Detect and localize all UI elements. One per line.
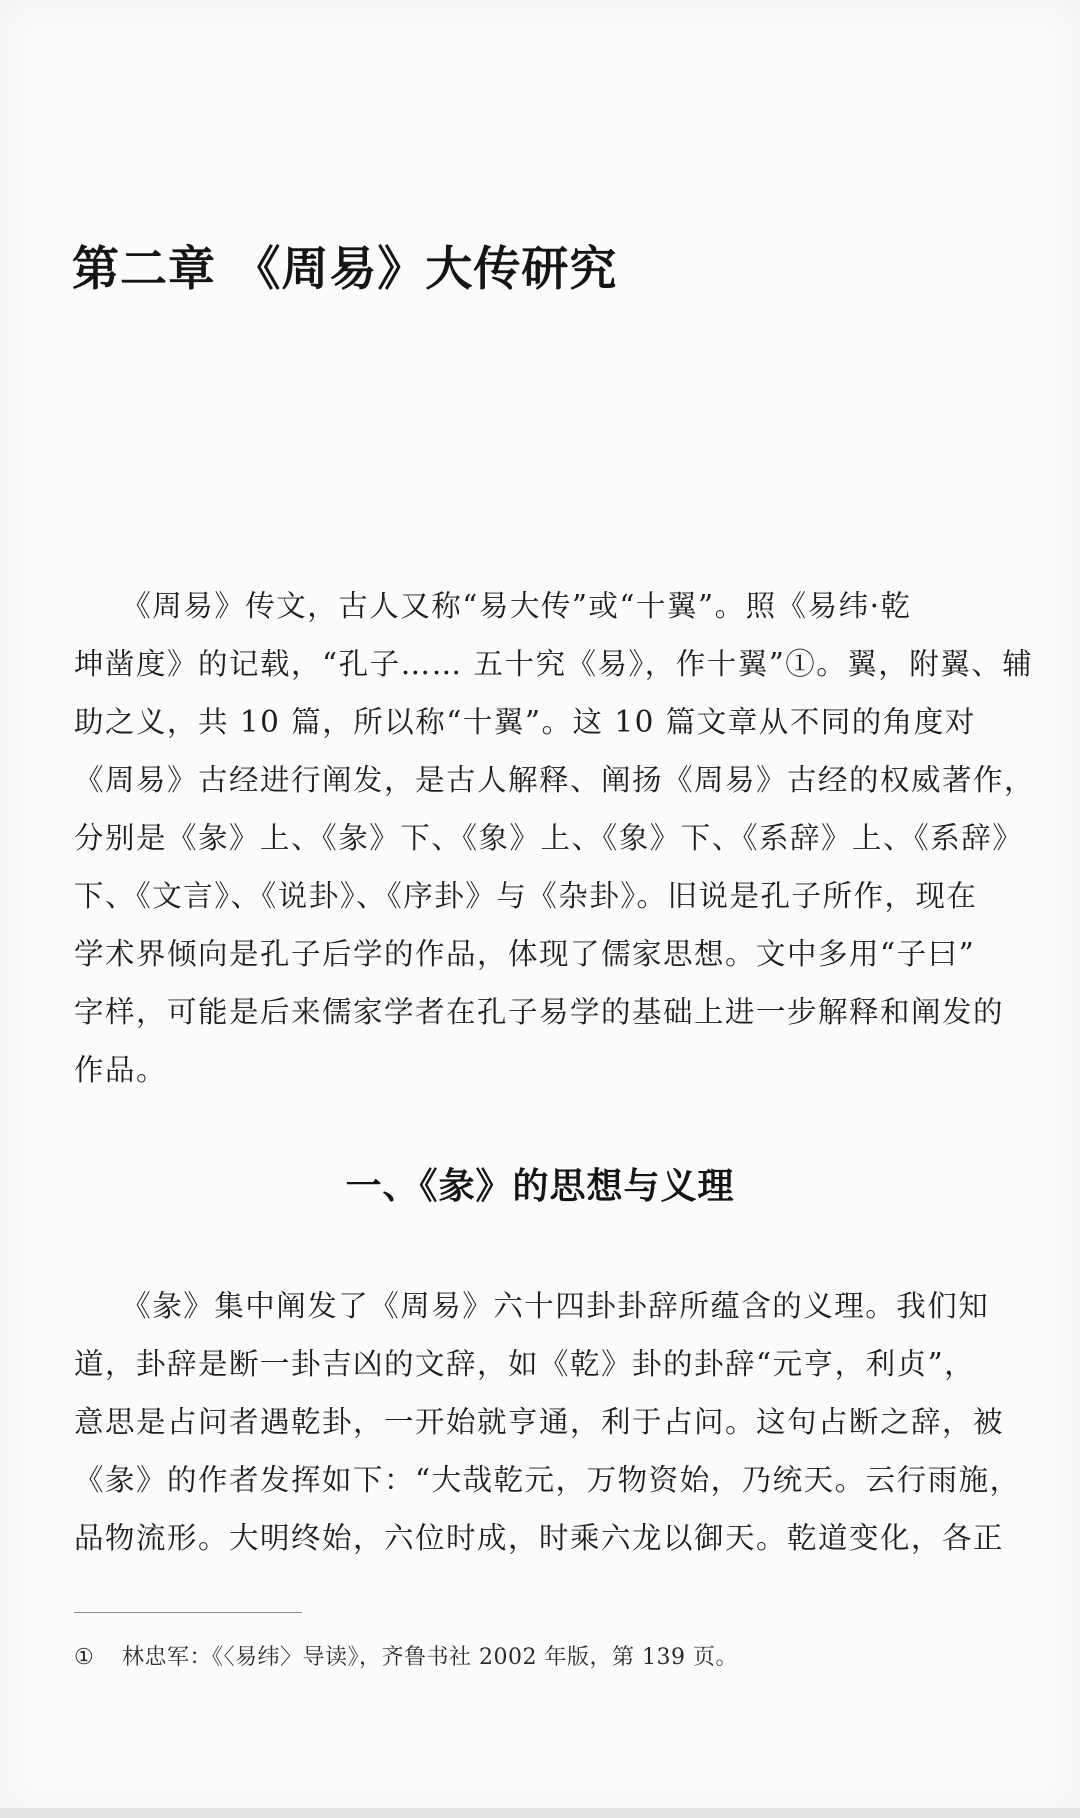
footnote-marker: ① xyxy=(74,1645,95,1670)
section-title: 一、《彖》的思想与义理 xyxy=(345,1166,735,1207)
chapter-title: 第二章 《周易》大传研究 xyxy=(72,242,618,297)
text-line: 分别是《彖》上、《彖》下、《象》上、《象》下、《系辞》上、《系辞》 xyxy=(74,821,1024,855)
text-line: 《彖》的作者发挥如下：“大哉乾元，万物资始，乃统天。云行雨施， xyxy=(74,1463,1021,1497)
text-line: 作品。 xyxy=(74,1053,168,1087)
section-paragraph xyxy=(74,1277,1030,1567)
footnote-text: 林忠军：《〈易纬〉导读》，齐鲁书社 2002 年版，第 139 页。 xyxy=(122,1645,738,1670)
text-line: 《周易》传文，古人又称“易大传”或“十翼”。照《易纬·乾 xyxy=(74,589,912,623)
text-line: 品物流形。大明终始，六位时成，时乘六龙以御天。乾道变化，各正 xyxy=(74,1521,1005,1555)
footnote-divider xyxy=(74,1612,302,1613)
footnote xyxy=(74,1640,738,1671)
text-line: 学术界倾向是孔子后学的作品，体现了儒家思想。文中多用“子曰” xyxy=(74,937,976,971)
intro-paragraph xyxy=(74,577,1036,1099)
text-line: 字样，可能是后来儒家学者在孔子易学的基础上进一步解释和阐发的 xyxy=(74,995,1005,1029)
bottom-edge xyxy=(0,1808,1080,1818)
text-line: 道，卦辞是断一卦吉凶的文辞，如《乾》卦的卦辞“元亨，利贞”， xyxy=(74,1347,976,1381)
text-line: 意思是占问者遇乾卦，一开始就亨通，利于占问。这句占断之辞，被 xyxy=(74,1405,1005,1439)
text-line: 助之义，共 10 篇，所以称“十翼”。这 10 篇文章从不同的角度对 xyxy=(74,705,976,739)
text-line: 下、《文言》、《说卦》、《序卦》与《杂卦》。旧说是孔子所作，现在 xyxy=(74,879,978,913)
text-line: 《彖》集中阐发了《周易》六十四卦卦辞所蕴含的义理。我们知 xyxy=(74,1289,990,1323)
text-line: 《周易》古经进行阐发，是古人解释、阐扬《周易》古经的权威著作， xyxy=(74,763,1036,797)
text-line: 坤凿度》的记载，“孔子…… 五十究《易》，作十翼”①。翼，附翼、辅 xyxy=(74,647,1034,681)
